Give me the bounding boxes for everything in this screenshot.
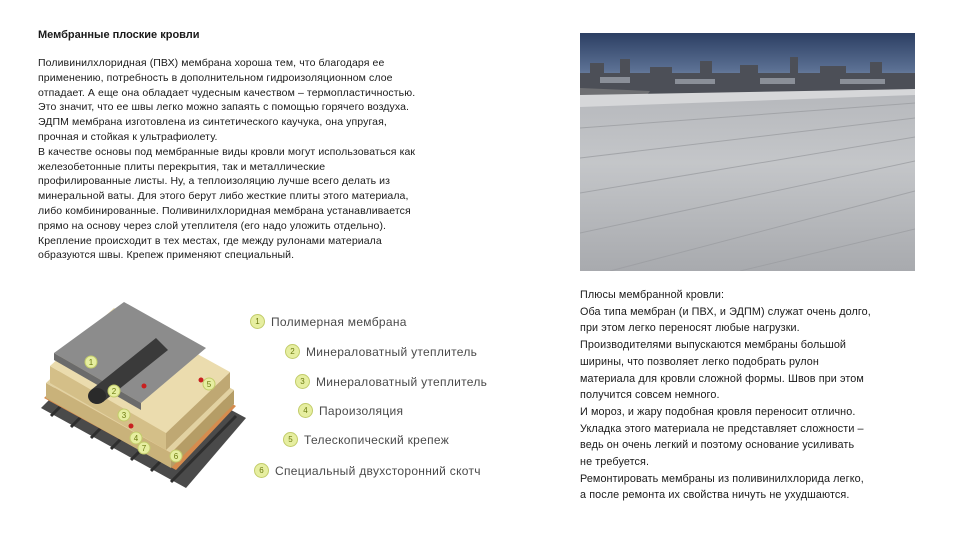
- diagram-label: 6: [173, 452, 179, 461]
- text-line: железобетонные плиты перекрытия, так и металлические: [38, 160, 326, 173]
- legend-text: Полимерная мембрана: [271, 314, 407, 329]
- text-line: отпадает. А еще она обладает чудесным качеством – термопластичностью.: [38, 86, 416, 99]
- text-line: прямо на основу через слой утеплителя (его надо уложить отдельно).: [38, 219, 387, 232]
- fastener: [129, 424, 134, 429]
- text-line: ширины, что позволяет легко подобрать рулон: [580, 355, 819, 368]
- text-line: Крепление происходит в тех местах, где между рулонами материала: [38, 234, 382, 247]
- fastener: [199, 378, 204, 383]
- legend-text: Телескопический крепеж: [304, 432, 450, 447]
- text-line: ведь он очень легкий и поэтому основание усиливать: [580, 439, 855, 452]
- text-line: И мороз, и жару подобная кровля переносит отлично.: [580, 405, 856, 418]
- diagram-label: 5: [206, 380, 212, 389]
- legend-item: [250, 314, 407, 329]
- left-paragraph: [38, 56, 508, 263]
- diagram-label: 7: [141, 444, 147, 453]
- diagram-label: 3: [121, 411, 127, 420]
- text-line: при этом легко переносят любые нагрузки.: [580, 322, 800, 335]
- diagram-label: 4: [133, 434, 139, 443]
- diagram-label: 1: [88, 358, 94, 367]
- legend-number-badge: 2: [285, 344, 300, 359]
- text-line: образуются швы. Крепеж применяют специальный.: [38, 249, 295, 262]
- roof-layers-diagram: [36, 298, 251, 498]
- text-line: либо комбинированные. Поливинилхлоридная мембрана устанавливается: [38, 204, 411, 217]
- text-line: Укладка этого материала не представляет сложности –: [580, 422, 864, 435]
- text-line: прочная и стойкая к ультрафиолету.: [38, 130, 218, 143]
- text-line: применению, потребность в дополнительном гидроизоляционном слое: [38, 71, 393, 84]
- text-line: профилированные листы. Ну, а теплоизоляцию лучше всего делать из: [38, 175, 391, 188]
- roof-layers-illustration: [36, 298, 251, 498]
- legend-item: [295, 374, 487, 389]
- roof-photo: [580, 33, 915, 271]
- diagram-label: 2: [111, 387, 117, 396]
- legend-item: [283, 432, 449, 447]
- text-line: Ремонтировать мембраны из поливинилхлорида легко,: [580, 472, 864, 485]
- legend-item: [285, 344, 477, 359]
- fastener: [142, 384, 147, 389]
- legend-number-badge: 6: [254, 463, 269, 478]
- legend-number-badge: 5: [283, 432, 298, 447]
- text-line: получится совсем немного.: [580, 389, 720, 402]
- legend-number-badge: 4: [298, 403, 313, 418]
- legend-number-badge: 1: [250, 314, 265, 329]
- text-line: минеральной ваты. Для этого берут либо жесткие плиты этого материала,: [38, 190, 409, 203]
- text-line: не требуется.: [580, 456, 650, 469]
- legend-text: Специальный двухсторонний скотч: [275, 463, 481, 478]
- diagram-legend: [250, 308, 550, 488]
- text-line: Плюсы мембранной кровли:: [580, 289, 725, 301]
- right-paragraph: [580, 287, 925, 504]
- roof-photo-image: [580, 33, 915, 271]
- text-line: ЭДПМ мембрана изготовлена из синтетического каучука, она упругая,: [38, 116, 387, 129]
- text-line: Оба типа мембран (и ПВХ, и ЭДПМ) служат очень долго,: [580, 305, 871, 318]
- text-line: Производителями выпускаются мембраны большой: [580, 339, 847, 352]
- legend-text: Пароизоляция: [319, 403, 404, 418]
- text-line: Поливинилхлоридная (ПВХ) мембрана хороша тем, что благодаря ее: [38, 57, 385, 69]
- page-title: Мембранные плоские кровли: [38, 29, 200, 41]
- legend-text: Минераловатный утеплитель: [316, 374, 488, 389]
- text-line: В качестве основы под мембранные виды кровли могут использоваться как: [38, 145, 416, 158]
- legend-text: Минераловатный утеплитель: [306, 344, 478, 359]
- legend-number-badge: 3: [295, 374, 310, 389]
- legend-item: [254, 463, 481, 478]
- legend-item: [298, 403, 403, 418]
- text-line: а после ремонта их свойства ничуть не ухудшаются.: [580, 489, 850, 502]
- text-line: материала для кровли сложной формы. Швов при этом: [580, 372, 864, 385]
- text-line: Это значит, что ее швы легко можно запаять с помощью горячего воздуха.: [38, 101, 410, 114]
